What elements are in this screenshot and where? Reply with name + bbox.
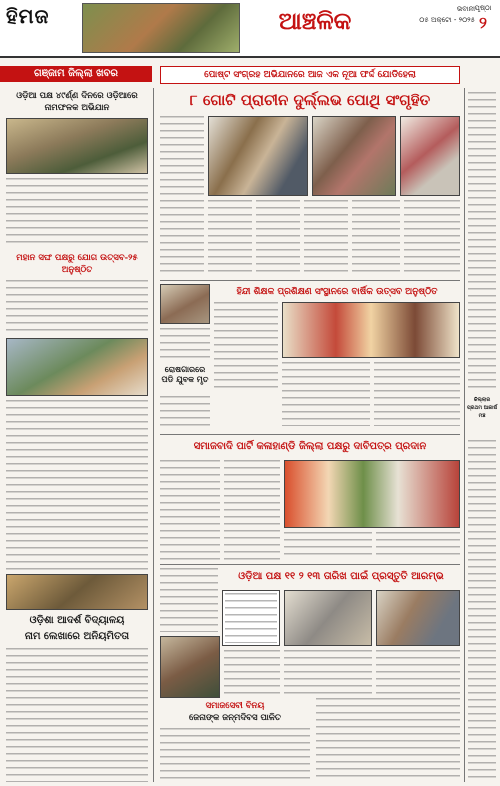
story2-body-cont: [6, 400, 148, 570]
odia-box-1: [222, 590, 280, 646]
newspaper-logo: ହିମଜ: [6, 4, 50, 28]
page-number: [470, 4, 496, 32]
adarsh-headline-1: ଓଡ଼ିଶା ଆଦର୍ଶ ବିଦ୍ୟାଳୟ: [29, 615, 125, 626]
odia-paksha-photo-2: [376, 590, 460, 646]
adarsh-headline-2: ନାମ ଲେଖାରେ ଅନିୟମିତତା: [24, 631, 130, 642]
page-number-value: ୨: [479, 13, 487, 32]
column-rule-1: [153, 88, 154, 782]
column-rule-2: [464, 88, 465, 782]
hindi-body-b: [282, 362, 370, 426]
story3-photo: [6, 574, 148, 610]
mukta-body: [160, 396, 210, 430]
dateline-date: ୦୫ ଅକ୍ଟୋ - ୨୦୨୫: [419, 16, 475, 24]
mukta-body-top: [160, 328, 210, 362]
hindi-body-a: [214, 302, 278, 390]
right2-headline: କିଲ୍ଲାର ପ୍ରଥମ ଆକାର୍ଷ ମଞ୍ଚ: [466, 397, 498, 419]
odia-left-body: [160, 568, 218, 632]
story1-photo: [6, 118, 148, 174]
story2-body: [6, 280, 148, 336]
hindi-institute-headline: ହିନ୍ଦୀ ଶିକ୍ଷକ ପ୍ରଶିକ୍ଷଣ ସଂସ୍ଥାନରେ ବାର୍ଷିକ ଉତ୍ସବ ଅନୁଷ୍ଠିତ: [236, 287, 438, 297]
lead-photo-2: [312, 116, 396, 196]
sp-body-3: [284, 532, 372, 560]
section-title: ଆଞ୍ଚଳିକ: [278, 6, 352, 35]
lead-banner: ପୋଷ୍ଟ ସଂଗ୍ରହ ଅଭିଯାନରେ ଆଜ ଏକ ନୂଆ ଫର୍ଦ୍ଦ ଯୋଡିହେଲା: [160, 66, 460, 84]
samaj-body-top: [224, 650, 280, 694]
hindi-institute-photo: [282, 302, 460, 358]
sp-body-2: [224, 460, 280, 560]
hindi-body-c: [374, 362, 460, 426]
sp-photo: [284, 460, 460, 528]
odia-paksha-photo-1: [284, 590, 372, 646]
sp-body-1: [160, 460, 220, 560]
right-body-2: [468, 440, 496, 782]
sp-body-4: [376, 532, 460, 560]
right-body-1: [468, 92, 496, 392]
center-rule-1: [160, 280, 460, 281]
page-label: ପୃଷ୍ଠା: [474, 4, 492, 12]
mukta-headline: ରୋଷଗାରରେ ପଡି ଯୁବକ ମୃତ: [161, 364, 209, 384]
lead-body-col1: [160, 116, 204, 276]
center-rule-3: [160, 564, 460, 565]
dateline: [385, 4, 475, 26]
samaj-headline-1: ସମାଜସେବୀ ବିନୟ: [205, 701, 265, 711]
lead-body-col4: [304, 200, 348, 276]
story1-body: [6, 178, 148, 248]
lead-body-col2: [208, 200, 252, 276]
odia-body-a: [284, 650, 372, 694]
samaj-photo: [160, 636, 220, 698]
story2-photo: [6, 338, 148, 396]
lead-body-col3: [256, 200, 300, 276]
lead-photo-3: [400, 116, 460, 196]
samaj-headline-2: ଜେନାଙ୍କ ଜନ୍ମଦିବସ ପାଳିତ: [189, 713, 281, 723]
lead-body-col6: [404, 200, 460, 276]
lead-photo-1: [208, 116, 308, 196]
story2-headline: ମହାନ ସଙ୍ଘ ପକ୍ଷରୁ ଯୋଗ ଉତ୍ସବ-୨୫ ଅନୁଷ୍ଠିତ: [16, 253, 138, 275]
adarsh-body: [6, 648, 148, 782]
samaj-body: [160, 728, 310, 782]
dateline-place: ଭବାନୀ: [456, 5, 475, 13]
odia-paksha-headline: ଓଡ଼ିଆ ପକ୍ଷ ୧୧ ୨ ୧୩ ତାରିଖ ପାଇଁ ପ୍ରସ୍ତୁତି ଆରମ୍ଭ: [238, 571, 444, 582]
header-banner-photo: [82, 3, 240, 53]
odia-body-c: [316, 698, 460, 782]
story1-headline: ଓଡ଼ିଆ ପକ୍ଷ ୪୯ର୍ଣ୍ଣ ଦିନରେ ଓଡ଼ିଆରେ ନାମଫଳକ ଅଭିଯାନ: [16, 91, 138, 113]
lead-body-col5: [352, 200, 400, 276]
odia-body-b: [376, 650, 460, 694]
mukta-photo: [160, 284, 210, 324]
lead-headline: ୮ ଗୋଟି ପ୍ରାଚୀନ ଦୁର୍ଲ୍ଲଭ ପୋଥି ସଂଗୃହିତ: [189, 91, 431, 109]
district-news-strip: ଗଞ୍ଜାମ ଜିଲ୍ଲା ଖବର: [0, 66, 152, 82]
sp-headline: ସମାଜବାଦି ପାର୍ଟି କଳାହାଣ୍ଡି ଜିଲ୍ଲା ପକ୍ଷରୁ ଦାବିପତ୍ର ପ୍ରଦାନ: [193, 441, 427, 452]
center-rule-2: [160, 434, 460, 435]
